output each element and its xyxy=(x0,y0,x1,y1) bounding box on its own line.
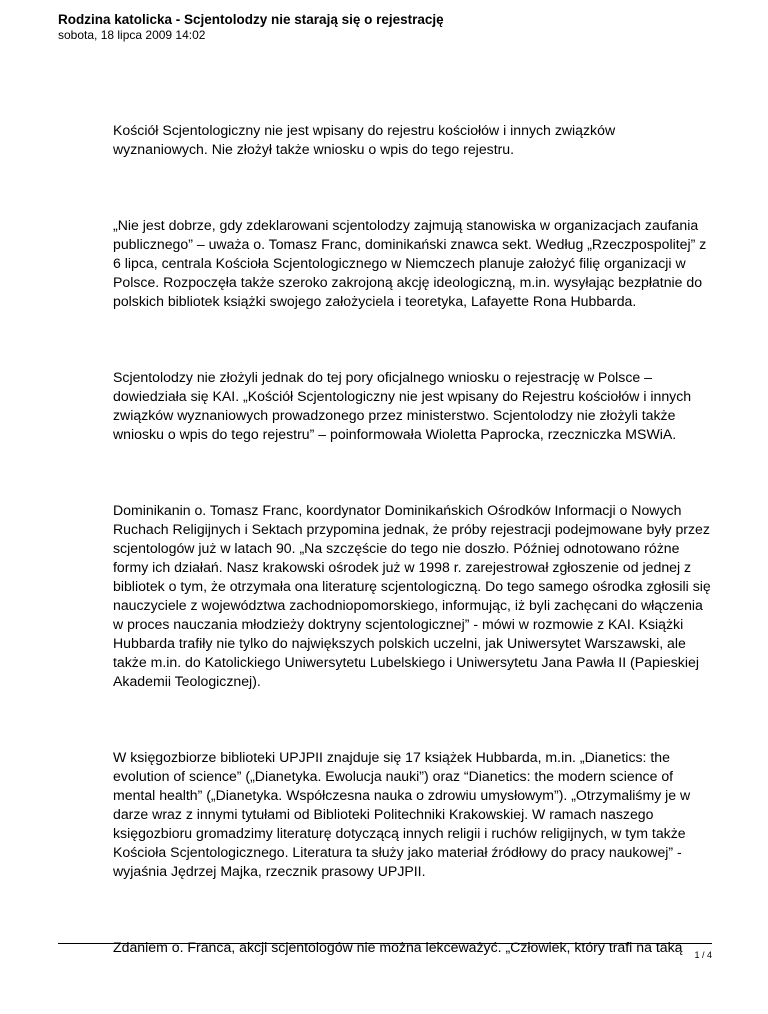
text-line: Dominikanin o. Tomasz Franc, koordynator Dominikańskich Ośrodków Informacji o Nowych xyxy=(113,502,682,518)
text-line: Ruchach Religijnych i Sektach przypomina jednak, że próby rejestracji podejmowane były przez xyxy=(113,521,710,537)
text-line: W księgozbiorze biblioteki UPJPII znajduje się 17 książek Hubbarda, m.in. „Dianetics: the xyxy=(113,749,670,765)
text-line: bibliotek o tym, że otrzymała ona literaturę scjentologiczną. Do tego samego ośrodka zgłosili się xyxy=(113,578,711,594)
text-line: księgozbioru gromadzimy literaturę dotyczącą innych religii i ruchów religijnych, w tym także xyxy=(113,825,686,841)
text-line: Kościół Scjentologiczny nie jest wpisany do rejestru kościołów i innych związków xyxy=(113,122,616,138)
footer-divider xyxy=(58,943,712,944)
text-line: w proces nauczania młodzieży doktryny scjentologicznej” - mówi w rozmowie z KAI. Książki xyxy=(113,616,684,632)
text-line: Kościoła Scjentologicznego. Literatura ta służy jako materiał źródłowy do pracy naukowej” - xyxy=(113,844,682,860)
text-line: także m.in. do Katolickiego Uniwersytetu Lubelskiego i Uniwersytetu Jana Pawła II (Papieskiej xyxy=(113,654,699,670)
text-line: związków wyznaniowych prowadzonego przez ministerstwo. Scjentolodzy nie złożyli także xyxy=(113,407,676,423)
text-line: publicznego” – uważa o. Tomasz Franc, dominikański znawca sekt. Według „Rzeczpospolitej” z xyxy=(113,236,707,252)
text-line: wyjaśnia Jędrzej Majka, rzecznik prasowy UPJPII. xyxy=(113,863,426,879)
text-line: Akademii Teologicznej). xyxy=(113,673,261,689)
text-line: evolution of science” („Dianetyka. Ewolucja nauki”) oraz “Dianetics: the modern science of xyxy=(113,768,674,784)
text-line: 6 lipca, centrala Kościoła Scjentologicznego w Niemczech planuje założyć filię organizacji w xyxy=(113,255,686,271)
text-line: wyznaniowych. Nie złożył także wniosku o wpis do tego rejestru. xyxy=(113,141,515,157)
text-line: mental health” („Dianetyka. Współczesna nauka o zdrowiu umysłowym”). „Otrzymaliśmy je w xyxy=(113,787,691,803)
text-line: dowiedziała się KAI. „Kościół Scjentologiczny nie jest wpisany do Rejestru kościołów i innych xyxy=(113,388,692,404)
text-line: nauczyciele z województwa zachodniopomorskiego, informując, iż byli zachęcani do włączenia xyxy=(113,597,703,613)
paragraph xyxy=(113,368,713,444)
text-line: scjentologów już w latach 90. „Na szczęście do tego nie doszło. Później odnotowano różne xyxy=(113,540,680,556)
text-line: Zdaniem o. Franca, akcji scjentologów nie można lekceważyć. „Człowiek, który trafi na taką xyxy=(113,939,683,955)
paragraph xyxy=(113,216,713,311)
document-title: Rodzina katolicka - Scjentolodzy nie starają się o rejestrację xyxy=(58,12,444,27)
text-line: Scjentolodzy nie złożyli jednak do tej pory oficjalnego wniosku o rejestrację w Polsce – xyxy=(113,369,652,385)
paragraph xyxy=(113,501,713,691)
paragraph xyxy=(113,748,713,881)
text-line: Hubbarda trafiły nie tylko do największych polskich uczelni, jak Uniwersytet Warszawski, ale xyxy=(113,635,686,651)
paragraph xyxy=(113,121,713,159)
article-body xyxy=(113,121,713,1014)
text-line: formy ich działań. Nasz krakowski ośrodek już w 1998 r. zarejestrował zgłoszenie od jednej z xyxy=(113,559,692,575)
page-header xyxy=(58,12,708,43)
text-line: wniosku o wpis do tego rejestru” – poinformowała Wioletta Paprocka, rzeczniczka MSWiA. xyxy=(113,426,677,442)
page-number: 1 / 4 xyxy=(694,950,712,960)
document-date: sobota, 18 lipca 2009 14:02 xyxy=(58,28,206,42)
text-line: darze wraz z innymi tytułami od Biblioteki Politechniki Krakowskiej. W ramach naszego xyxy=(113,806,654,822)
text-line: „Nie jest dobrze, gdy zdeklarowani scjentolodzy zajmują stanowiska w organizacjach zaufania xyxy=(113,217,699,233)
text-line: Polsce. Rozpoczęła także szeroko zakrojoną akcję ideologiczną, m.in. wysyłając bezpłatnie do xyxy=(113,274,703,290)
paragraph xyxy=(113,938,713,957)
text-line: polskich bibliotek książki swojego założyciela i teoretyka, Lafayette Rona Hubbarda. xyxy=(113,293,637,309)
